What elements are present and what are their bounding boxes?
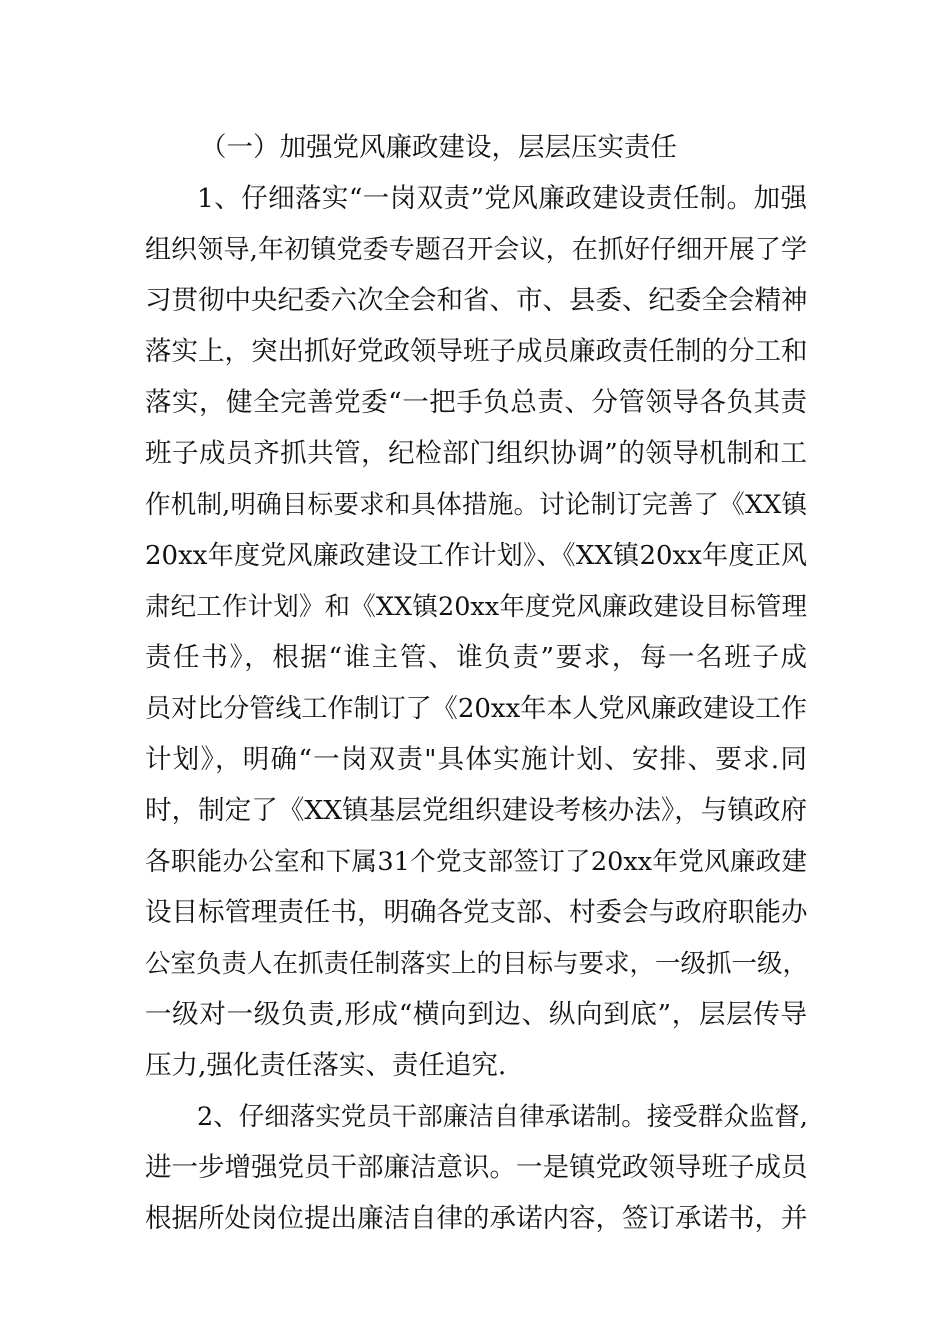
paragraph-1-line: 压力,强化责任落实、责任追究. [145,1050,507,1081]
paragraph-1-line: 20xx年度党风廉政建设工作计划》、《XX镇20xx年度正风 [145,541,807,571]
paragraph-1-line: 各职能办公室和下属31个党支部签订了20xx年党风廉政建 [145,847,807,877]
paragraph-1-line: 肃纪工作计划》和《XX镇20xx年度党风廉政建设目标管理 [145,592,807,622]
paragraph-1-line: 责任书》，根据“谁主管、谁负责”要求，每一名班子成 [145,642,807,673]
paragraph-1-line: 一级对一级负责,形成“横向到边、纵向到底”，层层传导 [145,999,807,1030]
paragraph-1-line: 公室负责人在抓责任制落实上的目标与要求，一级抓一级， [145,949,809,979]
paragraph-2-line: 2、仔细落实党员干部廉洁自律承诺制。接受群众监督, [197,1102,808,1132]
paragraph-1-line: 组织领导,年初镇党委专题召开会议，在抓好仔细开展了学 [145,235,807,265]
paragraph-1-line: 员对比分管线工作制订了《20xx年本人党风廉政建设工作 [145,694,807,724]
paragraph-1-line: 时，制定了《XX镇基层党组织建设考核办法》，与镇政府 [145,795,807,826]
paragraph-1-line: 习贯彻中央纪委六次全会和省、市、县委、纪委全会精神 [145,285,808,316]
paragraph-1-line: 落实，健全完善党委“一把手负总责、分管领导各负其责 [145,387,807,418]
paragraph-1-line: 落实上，突出抓好党政领导班子成员廉政责任制的分工和 [145,336,808,367]
paragraph-2-line: 根据所处岗位提出廉洁自律的承诺内容，签订承诺书，并 [145,1203,808,1234]
paragraph-1-line: 1、仔细落实“一岗双责”党风廉政建设责任制。加强 [197,183,807,214]
paragraph-1-line: 作机制,明确目标要求和具体措施。讨论制订完善了《XX镇 [145,490,807,520]
section-heading: （一）加强党风廉政建设，层层压实责任 [200,132,677,163]
paragraph-1-line: 设目标管理责任书，明确各党支部、村委会与政府职能办 [145,897,808,928]
paragraph-2-line: 进一步增强党员干部廉洁意识。一是镇党政领导班子成员 [145,1152,808,1183]
paragraph-1-line: 计划》，明确“一岗双责"具体实施计划、安排、要求.同 [145,744,807,775]
paragraph-1-line: 班子成员齐抓共管，纪检部门组织协调”的领导机制和工 [145,438,807,469]
